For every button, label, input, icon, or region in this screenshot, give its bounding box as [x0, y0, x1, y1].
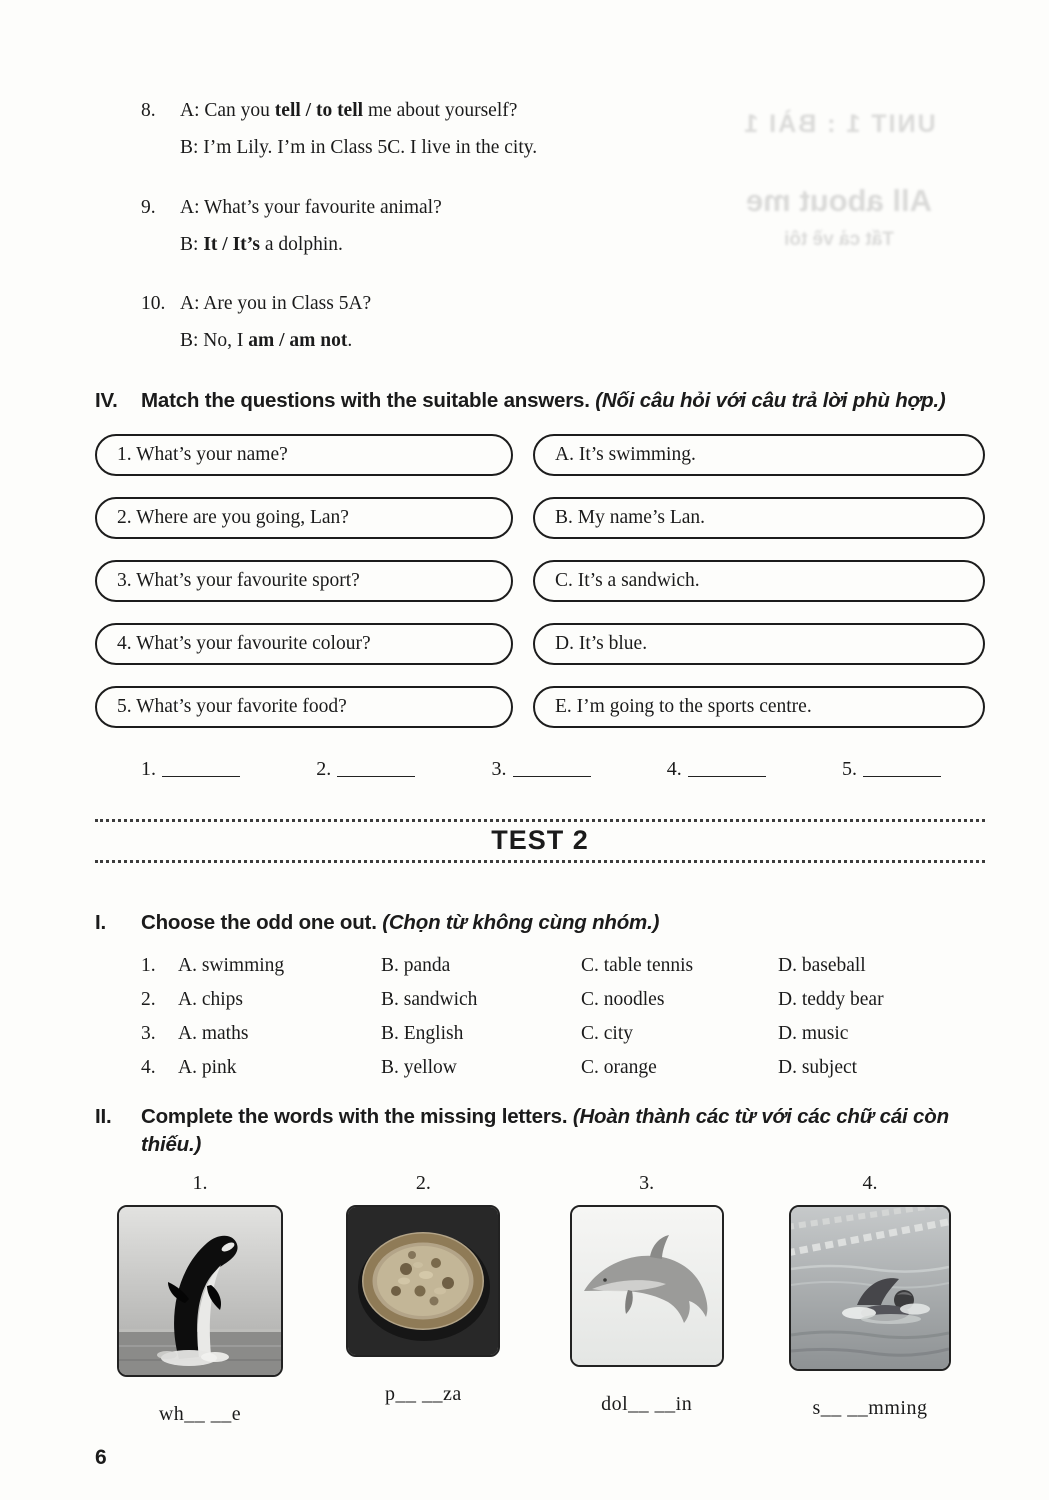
picture-number: 1. — [192, 1172, 208, 1195]
section-title-vi: (Nối câu hỏi với câu trả lời phù hợp.) — [595, 388, 946, 412]
section-label: II. — [95, 1104, 112, 1128]
section-title-en: Complete the words with the missing letters. — [141, 1104, 573, 1128]
row-number: 1. — [141, 954, 156, 976]
write-line — [162, 776, 240, 777]
section-title — [141, 387, 985, 415]
option-d: D. subject — [778, 1056, 858, 1078]
dialogue-line-a — [180, 194, 1049, 222]
dialogue-lines — [180, 194, 1049, 269]
section-title — [141, 909, 985, 937]
row-number: 3. — [141, 1022, 156, 1044]
choice-bold: tell / to tell — [274, 100, 364, 121]
option-c: C. noodles — [581, 988, 665, 1010]
text-segment: me about yourself? — [363, 100, 518, 121]
picture-row — [100, 1172, 970, 1426]
match-row — [95, 497, 985, 539]
option-c: C. table tennis — [581, 954, 694, 976]
option-a: A. chips — [178, 988, 243, 1010]
page-number: 6 — [95, 1446, 107, 1469]
choice-bold: am / am not — [248, 330, 348, 352]
option-b: B. sandwich — [381, 988, 478, 1010]
blank-number: 1. — [141, 758, 156, 781]
picture-item-1 — [100, 1172, 300, 1426]
dialogue-item-8 — [141, 97, 1049, 172]
missing-letter-word: s__ __mming — [812, 1397, 928, 1420]
section-heading — [95, 1103, 985, 1158]
section-title-vi: (Hoàn thành các từ với các chữ cái còn thiếu.) — [141, 1104, 949, 1156]
answer-blank-5 — [842, 758, 941, 781]
picture-item-2 — [323, 1172, 523, 1426]
table-row — [141, 949, 1049, 983]
question-pill-5: 5. What’s your favorite food? — [95, 686, 513, 728]
item-number: 9. — [141, 196, 156, 218]
section-title-en: Match the questions with the suitable answers. — [141, 388, 596, 412]
odd-one-out-table — [141, 949, 1049, 1085]
option-a: A. maths — [178, 1022, 249, 1044]
match-row — [95, 560, 985, 602]
dialogue-lines — [180, 97, 1049, 172]
dialogue-line-a — [180, 290, 1049, 318]
write-line — [863, 776, 941, 777]
text-segment: a dolphin. — [260, 233, 343, 255]
missing-letters-exercise — [0, 1103, 1049, 1426]
bleed-through-line: UNIT 1 : BÀI 1 — [742, 110, 936, 138]
write-line — [337, 776, 415, 777]
text-segment: B: No, I — [180, 330, 249, 352]
dotted-rule — [95, 819, 985, 822]
dolphin-photo — [570, 1205, 724, 1367]
section-title-en: Choose the odd one out. — [141, 911, 383, 935]
pizza-photo — [346, 1205, 500, 1357]
answer-pill-d: D. It’s blue. — [533, 623, 985, 665]
answer-blank-4 — [667, 758, 766, 781]
section-title-vi: (Chọn từ không cùng nhóm.) — [382, 911, 660, 935]
section-label: I. — [95, 911, 106, 935]
table-row — [141, 1051, 1049, 1085]
picture-number: 3. — [639, 1172, 655, 1195]
swimmer-photo — [789, 1205, 951, 1371]
choice-bold: It / It’s — [203, 233, 261, 255]
option-c: C. city — [581, 1022, 633, 1044]
answer-pill-e: E. I’m going to the sports centre. — [533, 686, 985, 728]
text-segment: B: I’m Lily. I’m in Class 5C. I live in the city. — [180, 137, 538, 159]
dotted-rule — [95, 860, 985, 863]
dialogue-line-a — [180, 97, 1049, 125]
section-heading — [95, 387, 985, 415]
answer-blank-3 — [492, 758, 591, 781]
picture-item-3 — [547, 1172, 747, 1426]
match-row — [95, 623, 985, 665]
item-number: 8. — [141, 100, 156, 121]
picture-number: 2. — [415, 1172, 431, 1195]
dialogue-line-b — [180, 231, 1049, 259]
dialogue-line-b — [180, 327, 1049, 355]
test-2-divider — [95, 819, 985, 863]
blank-number: 5. — [842, 758, 857, 781]
test-2-title: TEST 2 — [491, 825, 589, 856]
option-c: C. orange — [581, 1056, 657, 1078]
table-row — [141, 983, 1049, 1017]
option-b: B. English — [381, 1022, 464, 1044]
option-a: A. swimming — [178, 954, 285, 976]
text-segment: A: Can you — [180, 100, 275, 121]
missing-letter-word: p__ __za — [384, 1383, 462, 1406]
bleed-through-line: All about me — [746, 183, 933, 218]
answer-blank-1 — [141, 758, 240, 781]
question-pill-3: 3. What’s your favourite sport? — [95, 560, 513, 602]
text-segment: A: What’s your favourite animal? — [180, 196, 442, 218]
match-columns — [95, 434, 985, 728]
answer-blank-2 — [316, 758, 415, 781]
text-segment: A: Are you in Class 5A? — [180, 293, 372, 315]
write-line — [688, 776, 766, 777]
dialogue-item-10 — [141, 290, 1049, 365]
section-label: IV. — [95, 388, 118, 412]
picture-item-4 — [770, 1172, 970, 1426]
dialogue-item-9 — [141, 194, 1049, 269]
odd-one-out-exercise — [0, 909, 1049, 1085]
dialogue-lines — [180, 290, 1049, 365]
orca-whale-photo — [117, 1205, 283, 1377]
match-row — [95, 434, 985, 476]
picture-number: 4. — [862, 1172, 878, 1195]
question-pill-2: 2. Where are you going, Lan? — [95, 497, 513, 539]
write-line — [513, 776, 591, 777]
question-pill-4: 4. What’s your favourite colour? — [95, 623, 513, 665]
question-pill-1: 1. What’s your name? — [95, 434, 513, 476]
blank-number: 4. — [666, 758, 682, 781]
option-b: B. yellow — [381, 1056, 457, 1078]
table-row — [141, 1017, 1049, 1051]
row-number: 4. — [141, 1056, 156, 1078]
missing-letter-word: wh__ __e — [158, 1403, 242, 1426]
section-title — [141, 1103, 985, 1158]
bleed-through-line: Tất cả về tôi — [784, 229, 894, 250]
missing-letter-word: dol__ __in — [601, 1393, 693, 1416]
answer-pill-b: B. My name’s Lan. — [533, 497, 985, 539]
item-number: 10. — [141, 293, 166, 315]
matching-exercise — [0, 387, 1049, 782]
answer-blanks-row — [141, 758, 941, 781]
text-segment: . — [347, 330, 353, 352]
blank-number: 3. — [491, 758, 507, 781]
text-segment: B: — [180, 233, 204, 255]
dialogue-exercise — [0, 0, 1049, 365]
section-heading — [95, 909, 985, 937]
option-d: D. music — [778, 1022, 849, 1044]
option-d: D. teddy bear — [778, 988, 884, 1010]
option-d: D. baseball — [778, 954, 866, 976]
answer-pill-c: C. It’s a sandwich. — [533, 560, 985, 602]
row-number: 2. — [141, 988, 156, 1010]
answer-pill-a: A. It’s swimming. — [533, 434, 985, 476]
blank-number: 2. — [316, 758, 332, 781]
option-a: A. pink — [178, 1056, 237, 1078]
option-b: B. panda — [381, 954, 451, 976]
dialogue-line-b — [180, 134, 1049, 162]
match-row — [95, 686, 985, 728]
